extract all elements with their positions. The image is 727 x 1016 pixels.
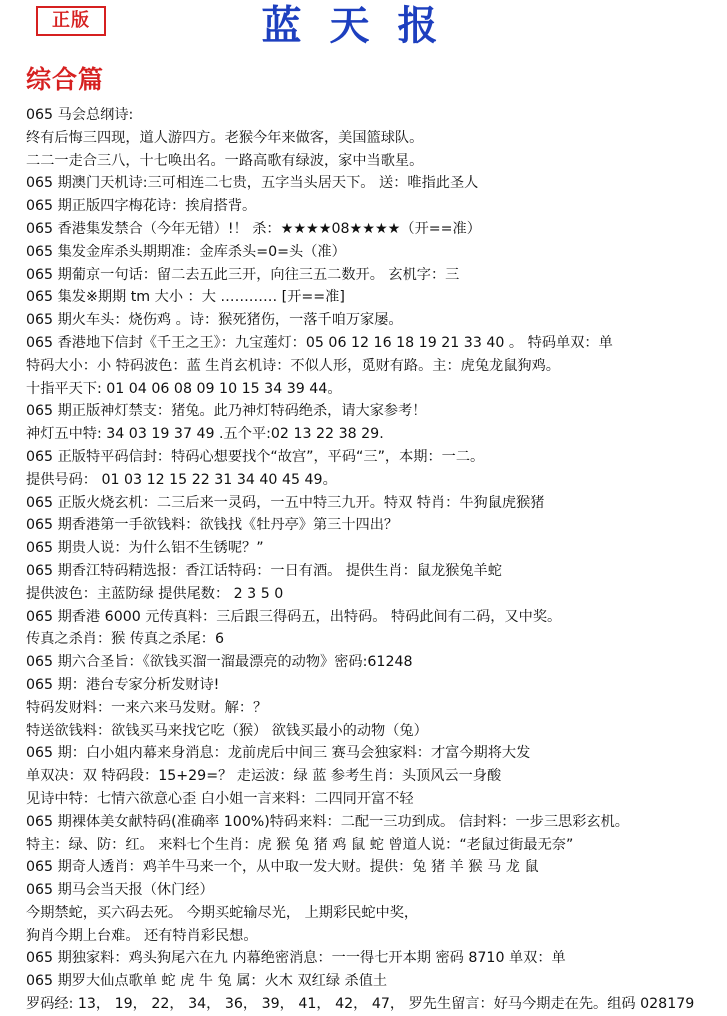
text-line: 065 期：港台专家分析发财诗! xyxy=(26,676,220,693)
text-line: 065 期火车头：烧伤鸡 。诗：猴死猪伤，一落千咱万家屡。 xyxy=(26,312,403,329)
text-line: 065 期独家料：鸡头狗尾六在九 内幕绝密消息：一一得七开本期 密码 8710 单双：单 xyxy=(26,950,566,967)
text-line: 特码发财料：一来六来马发财。解：？ xyxy=(26,699,268,716)
text-line: 065 期马会当天报（休门经） xyxy=(26,882,214,899)
text-line: 二二一走合三八，十七唤出名。一路高歌有绿波，家中当歌星。 xyxy=(26,152,424,169)
text-line: 今期禁蛇，买六码去死。 今期买蛇输尽光， 上期彩民蛇中奖， xyxy=(26,904,419,921)
section-heading: 综合篇 xyxy=(26,65,105,94)
text-line: 065 期香江特码精选报：香江话特码：一日有酒。 提供生肖：鼠龙猴兔羊蛇 xyxy=(26,562,502,579)
text-line: 065 期裸体美女献特码(准确率 100%)特码来料：二配一三功到成。 信封料：一步三思彩玄机。 xyxy=(26,813,629,830)
text-line: 065 期香港第一手欲钱料：欲钱找《牡丹亭》第三十四出？ xyxy=(26,517,399,534)
text-line: 065 期罗大仙点歌单 蛇 虎 牛 兔 属：火木 双红绿 杀值土 xyxy=(26,973,388,990)
text-line: 065 期：白小姐内幕来身消息：龙前虎后中间三 赛马会独家料：才富今期将大发 xyxy=(26,745,531,762)
text-line: 终有后悔三四现，道人游四方。老猴今年来做客，美国篮球队。 xyxy=(26,129,424,146)
text-line: 传真之杀肖：猴 传真之杀尾：6 xyxy=(26,631,224,648)
text-line: 065 期香港 6000 元传真料：三后跟三得码五，出特码。 特码此间有二码，又中奖。 xyxy=(26,608,562,625)
text-line: 065 期葡京一句话：留二去五此三开，向往三五二数开。 玄机字：三 xyxy=(26,266,460,283)
text-line: 单双决：双 特码段：15+29=？ 走运波：绿 蓝 参考生肖：头顶风云一身酸 xyxy=(26,768,502,785)
text-line: 狗肖今期上台难。 还有特肖彩民想。 xyxy=(26,927,258,944)
article-body xyxy=(26,104,721,1016)
text-line: 065 期澳门天机诗:三可相连二七贵，五字当头居天下。 送：唯指此圣人 xyxy=(26,175,479,192)
text-line: 罗码经: 13， 19， 22， 34， 36， 39， 41， 42， 47， 罗先生留言：好马今期走在先。组码 028179 xyxy=(26,996,695,1013)
genuine-badge: 正版 xyxy=(36,6,106,36)
text-line: 十指平天下: 01 04 06 08 09 10 15 34 39 44。 xyxy=(26,380,342,397)
text-line: 特码大小：小 特码波色：蓝 生肖玄机诗：不似人形，觅财有路。主：虎兔龙鼠狗鸡。 xyxy=(26,357,560,374)
text-line: 见诗中特：七情六欲意心歪 白小姐一言来料：二四同开富不轻 xyxy=(26,790,414,807)
text-line: 065 期奇人透肖：鸡羊牛马来一个，从中取一发大财。提供：兔 猪 羊 猴 马 龙 鼠 xyxy=(26,859,539,876)
text-line: 065 集发※期期 tm 大小 ：大 ………… [开==准] xyxy=(26,289,345,306)
text-line: 065 香港集发禁合（今年无错）!！ 杀：★★★★08★★★★（开==准） xyxy=(26,220,481,237)
text-line: 065 期六合圣旨：《欲钱买溜一溜最漂亮的动物》密码:61248 xyxy=(26,654,413,671)
text-line: 神灯五中特: 34 03 19 37 49 .五个平:02 13 22 38 29. xyxy=(26,426,384,443)
text-line: 提供号码： 01 03 12 15 22 31 34 40 45 49。 xyxy=(26,471,337,488)
text-line: 065 香港地下信封《千王之王》：九宝莲灯：05 06 12 16 18 19 21 33 40 。 特码单双：单 xyxy=(26,334,613,351)
text-line: 065 正版特平码信封：特码心想要找个“故宫”，平码“三”，本期：一二。 xyxy=(26,448,485,465)
text-line: 065 正版火烧玄机：二三后来一灵码，一五中特三九开。特双 特肖：牛狗鼠虎猴猪 xyxy=(26,494,545,511)
newspaper-title: 蓝天报 xyxy=(261,2,466,49)
text-line: 特送欲钱料：欲钱买马来找它吃（猴） 欲钱买最小的动物（兔） xyxy=(26,722,428,739)
text-line: 提供波色：主蓝防绿 提供尾数： 2 3 5 0 xyxy=(26,585,284,602)
text-line: 065 集发金库杀头期期准：金库杀头=0=头（准） xyxy=(26,243,346,260)
text-line: 065 期正版四字梅花诗：挨肩搭背。 xyxy=(26,198,257,215)
text-line: 065 期正版神灯禁支：猪兔。此乃神灯特码绝杀，请大家参考！ xyxy=(26,403,427,420)
text-line: 特主：绿、防：红。 来料七个生肖：虎 猴 兔 猪 鸡 鼠 蛇 曾道人说：“老鼠过街最无奈” xyxy=(26,836,574,853)
text-line: 065 期贵人说：为什么铝不生锈呢？” xyxy=(26,540,264,557)
text-line: 065 马会总纲诗: xyxy=(26,107,134,123)
